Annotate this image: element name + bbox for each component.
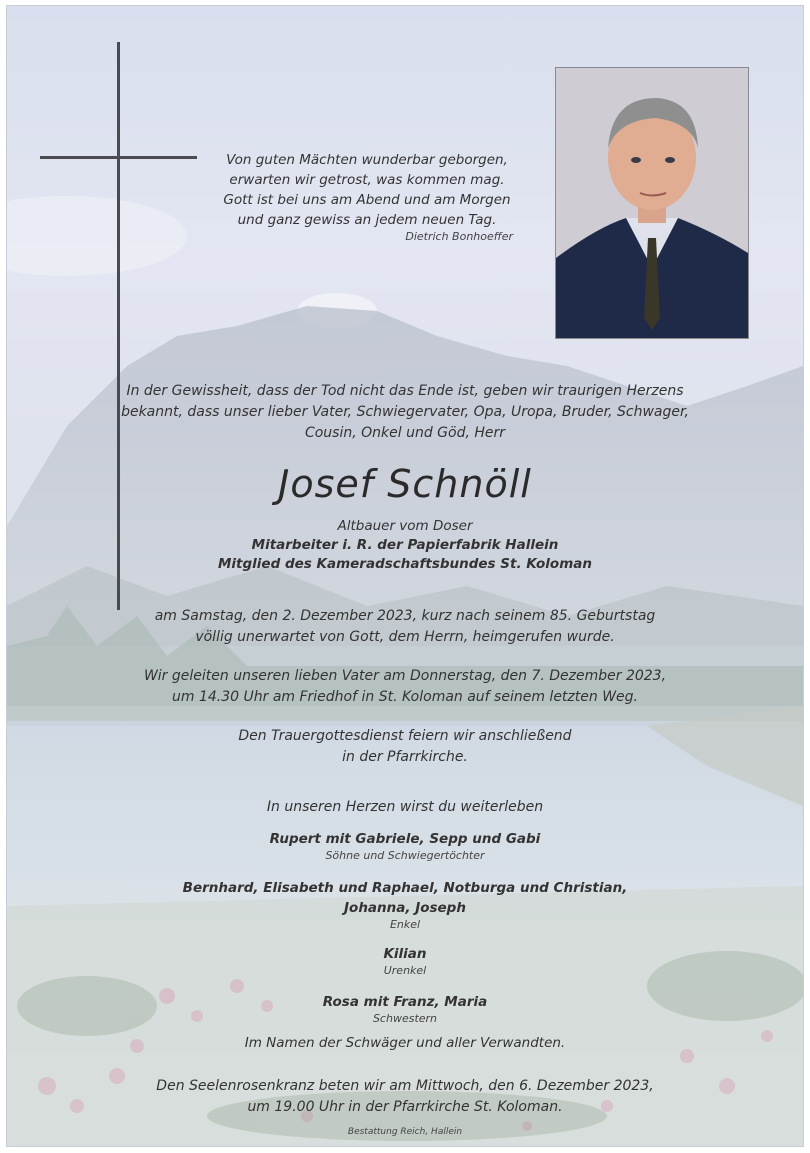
intro-line: Cousin, Onkel und Göd, Herr xyxy=(304,425,506,441)
service-line: in der Pfarrkirche. xyxy=(342,749,468,765)
quote-line: Gott ist bei uns am Abend und am Morgen xyxy=(223,192,511,208)
death-line: völlig unerwartet von Gott, dem Herrn, heimgerufen wurde. xyxy=(195,629,615,645)
death-text xyxy=(7,606,803,648)
family-relation: Urenkel xyxy=(383,964,427,977)
family-group xyxy=(7,944,803,978)
portrait-photo xyxy=(555,67,749,339)
family-names: Kilian xyxy=(383,946,427,962)
quote-author: Dietrich Bonhoeffer xyxy=(405,230,513,243)
title-line: Mitarbeiter i. R. der Papierfabrik Hallein xyxy=(251,537,559,553)
family-group xyxy=(7,992,803,1026)
family-group xyxy=(7,829,803,863)
title-line: Altbauer vom Doser xyxy=(337,518,473,534)
funeral-line: um 14.30 Uhr am Friedhof in St. Koloman auf seinem letzten Weg. xyxy=(172,689,638,705)
family-relation: Schwestern xyxy=(372,1012,438,1025)
funeral-text xyxy=(7,666,803,708)
funeral-line: Wir geleiten unseren lieben Vater am Donnerstag, den 7. Dezember 2023, xyxy=(143,668,667,684)
quote-line: und ganz gewiss an jedem neuen Tag. xyxy=(237,212,497,228)
undertaker: Bestattung Reich, Hallein xyxy=(347,1127,463,1137)
titles xyxy=(7,517,803,574)
family-relation: Enkel xyxy=(389,918,421,931)
relatives-text: Im Namen der Schwäger und aller Verwandten. xyxy=(244,1035,566,1051)
obituary-page xyxy=(6,5,804,1147)
quote-line: Von guten Mächten wunderbar geborgen, xyxy=(226,152,508,168)
quote-line: erwarten wir getrost, was kommen mag. xyxy=(229,172,505,188)
hearts-text: In unseren Herzen wirst du weiterleben xyxy=(266,799,544,815)
family-names: Bernhard, Elisabeth und Raphael, Notburga und Christian, xyxy=(182,880,628,896)
cross-horizontal xyxy=(40,156,197,159)
death-line: am Samstag, den 2. Dezember 2023, kurz nach seinem 85. Geburtstag xyxy=(154,608,656,624)
service-line: Den Trauergottesdienst feiern wir anschließend xyxy=(238,728,572,744)
intro-text xyxy=(7,381,803,444)
quote xyxy=(217,150,517,244)
family-names: Rupert mit Gabriele, Sepp und Gabi xyxy=(269,831,541,847)
family-names: Johanna, Joseph xyxy=(344,900,466,916)
deceased-name: Josef Schnöll xyxy=(278,462,532,506)
rosary-line: um 19.00 Uhr in der Pfarrkirche St. Koloman. xyxy=(247,1099,563,1115)
family-group xyxy=(7,878,803,932)
rosary-text xyxy=(7,1076,803,1118)
intro-line: bekannt, dass unser lieber Vater, Schwiegervater, Opa, Uropa, Bruder, Schwager, xyxy=(121,404,689,420)
family-names: Rosa mit Franz, Maria xyxy=(322,994,488,1010)
family-relation: Söhne und Schwiegertöchter xyxy=(325,849,485,862)
service-text xyxy=(7,726,803,768)
intro-line: In der Gewissheit, dass der Tod nicht das Ende ist, geben wir traurigen Herzens xyxy=(126,383,684,399)
rosary-line: Den Seelenrosenkranz beten wir am Mittwoch, den 6. Dezember 2023, xyxy=(156,1078,654,1094)
title-line: Mitglied des Kameradschaftsbundes St. Koloman xyxy=(218,556,592,572)
